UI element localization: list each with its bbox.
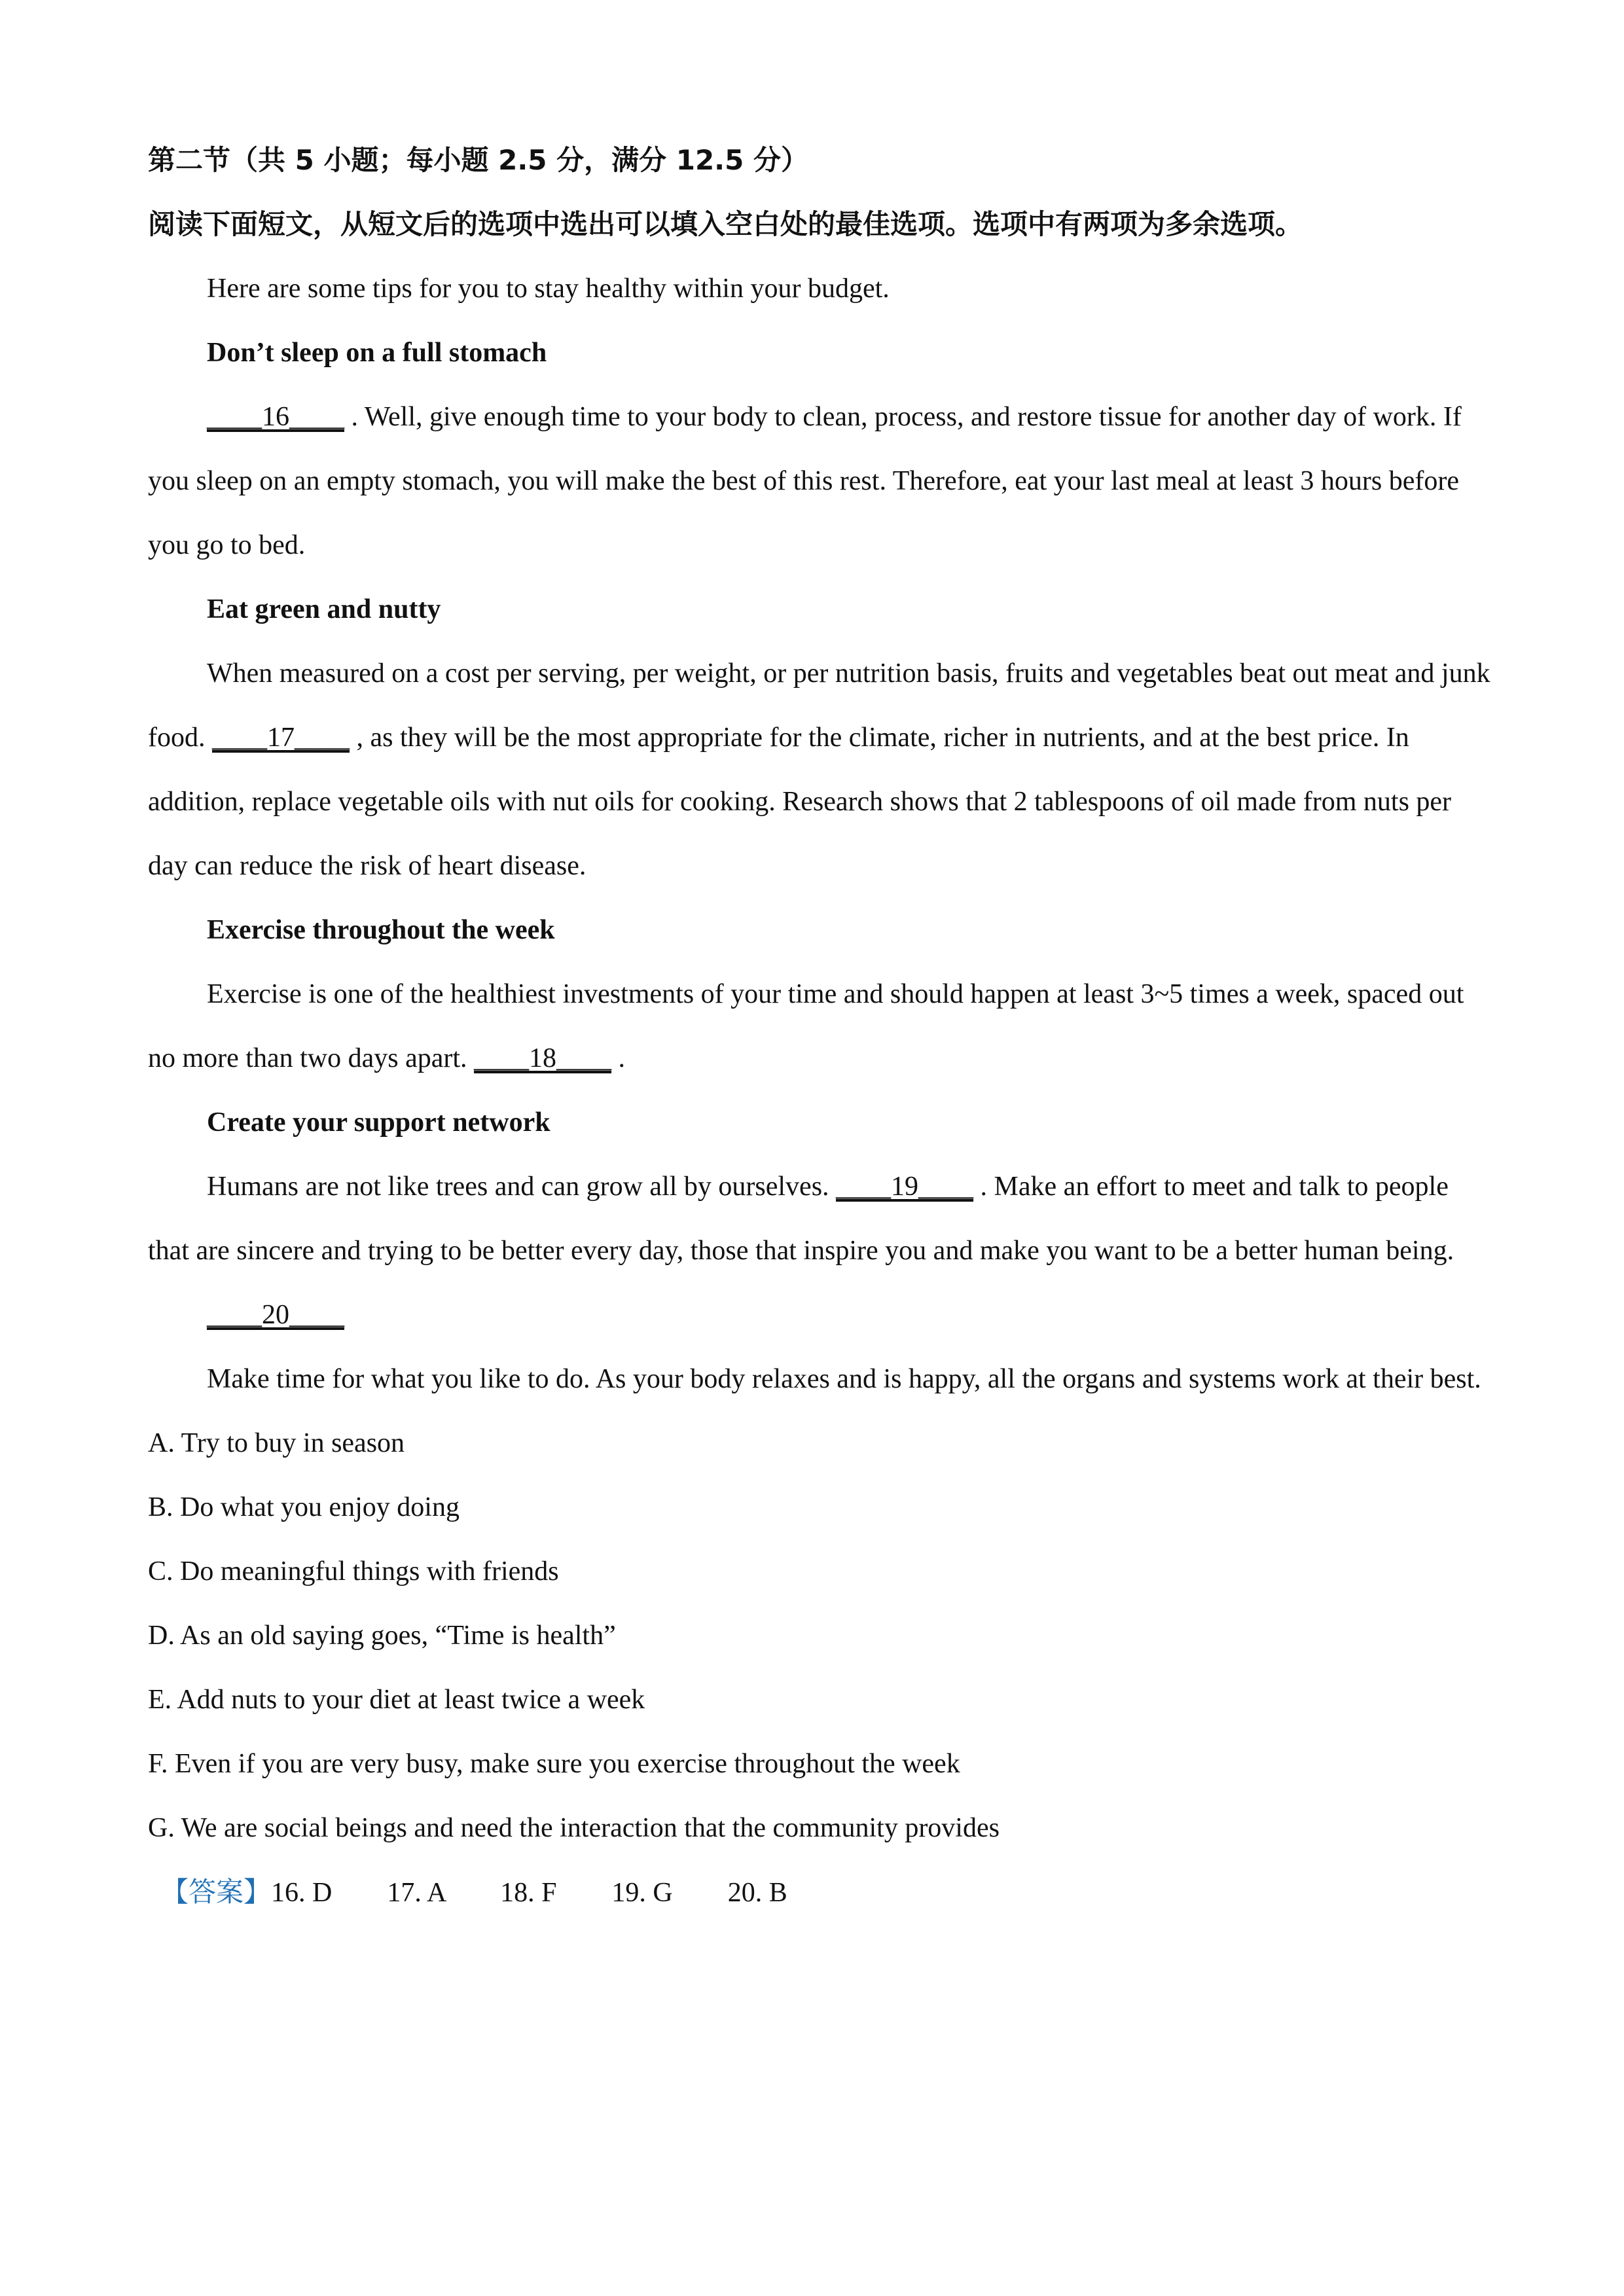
paragraph-support-network xyxy=(148,1155,1496,1283)
option-a: A. Try to buy in season xyxy=(148,1428,405,1458)
paragraph-green-nutty-text-b: , as they will be the most appropriate for the climate, richer in nutrients, and at the best price. In addition, replace vegetable oils with nut oils for cooking. Research shows that 2 tablespoons of oil made from nuts per day can reduce the risk of heart disease. xyxy=(148,723,1452,881)
option-d: D. As an old saying goes, “Time is health” xyxy=(148,1621,616,1651)
option-b: B. Do what you enjoy doing xyxy=(148,1492,460,1522)
paragraph-relax: Make time for what you like to do. As your body relaxes and is happy, all the organs and systems work at their best. xyxy=(207,1364,1481,1394)
section-instruction: 阅读下面短文，从短文后的选项中选出可以填入空白处的最佳选项。选项中有两项为多余选项。 xyxy=(148,208,1303,240)
paragraph-exercise-text-a: Exercise is one of the healthiest investments of your time and should happen at least 3~5 times a week, spaced out no more than two days apart. xyxy=(148,979,1464,1073)
heading-exercise: Exercise throughout the week xyxy=(207,915,555,945)
paragraph-sleep xyxy=(148,385,1496,577)
blank-17: ____17____ xyxy=(212,723,350,753)
paragraph-support-network-text-a: Humans are not like trees and can grow all by ourselves. xyxy=(207,1172,837,1202)
answer-17: 17. A xyxy=(387,1878,446,1908)
document-page xyxy=(148,128,1496,1925)
paragraph-green-nutty xyxy=(148,641,1496,898)
answer-19: 19. G xyxy=(611,1878,673,1908)
option-g: G. We are social beings and need the interaction that the community provides xyxy=(148,1813,1000,1843)
blank-16: ____16____ xyxy=(207,402,344,432)
paragraph-sleep-text: . Well, give enough time to your body to clean, process, and restore tissue for another day of work. If you sleep on an empty stomach, you will make the best of this rest. Therefore, eat your last meal at least 3 hours before you go to bed. xyxy=(148,402,1462,560)
answer-tag: 【答案】 xyxy=(161,1876,272,1908)
paragraph-exercise-text-b: . xyxy=(611,1043,626,1073)
answer-line xyxy=(148,1860,1496,1925)
section-title: 第二节（共 5 小题；每小题 2.5 分，满分 12.5 分） xyxy=(148,144,808,176)
blank-18: ____18____ xyxy=(474,1043,612,1073)
heading-green-nutty: Eat green and nutty xyxy=(207,594,441,624)
answer-16: 16. D xyxy=(271,1878,333,1908)
answer-18: 18. F xyxy=(500,1878,557,1908)
paragraph-green-nutty-text-a: When measured on a cost per serving, per weight, or per nutrition basis, fruits and vegetables beat out meat and junk food. xyxy=(148,658,1490,753)
blank-19: ____19____ xyxy=(836,1172,974,1202)
option-f: F. Even if you are very busy, make sure you exercise throughout the week xyxy=(148,1749,960,1779)
heading-sleep: Don’t sleep on a full stomach xyxy=(207,338,547,368)
blank-20: ____20____ xyxy=(207,1300,344,1330)
heading-blank-20 xyxy=(148,1283,1496,1347)
options-list xyxy=(148,1411,1496,1860)
option-e: E. Add nuts to your diet at least twice a week xyxy=(148,1685,645,1715)
paragraph-exercise xyxy=(148,962,1496,1090)
option-c: C. Do meaningful things with friends xyxy=(148,1556,559,1587)
heading-support-network: Create your support network xyxy=(207,1107,550,1138)
paragraph-support-network-text-b: . Make an effort to meet and talk to people that are sincere and trying to be better every day, those that inspire you and make you want to be a better human being. xyxy=(148,1172,1454,1266)
passage-intro: Here are some tips for you to stay healthy within your budget. xyxy=(207,274,890,304)
answer-20: 20. B xyxy=(727,1878,787,1908)
